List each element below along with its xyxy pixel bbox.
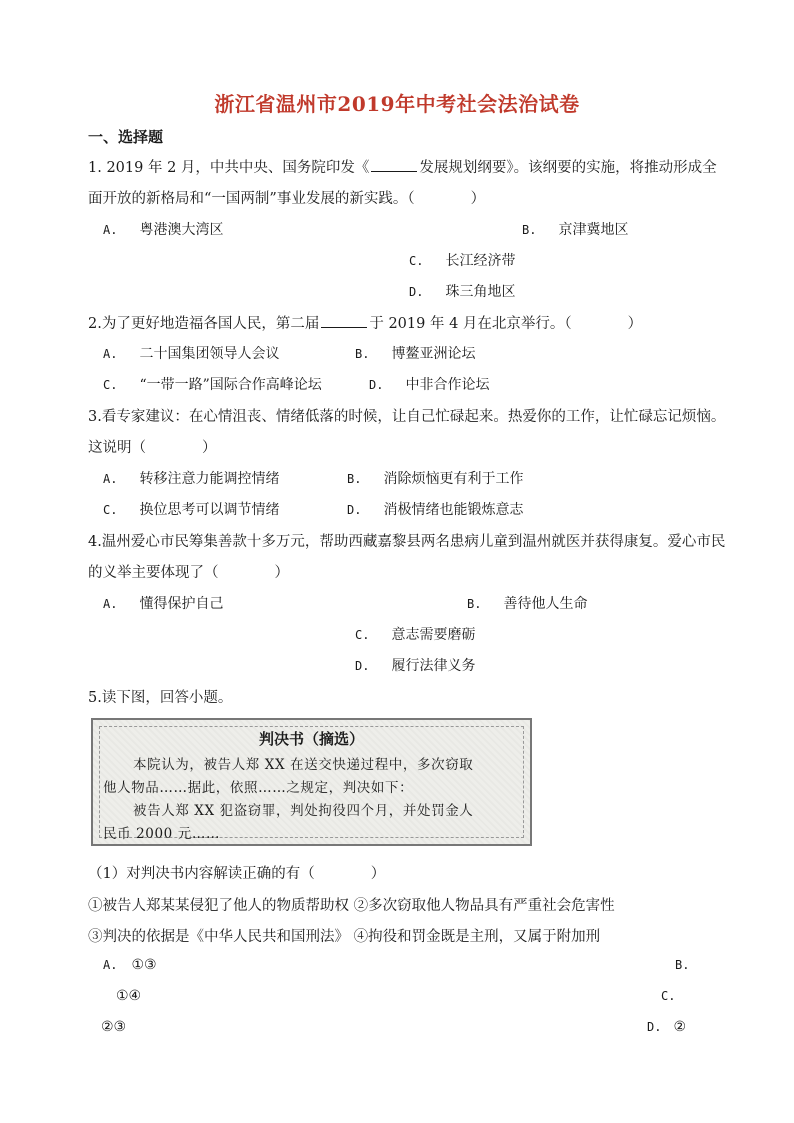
q1-text-a: 1. 2019 年 2 月，中共中央、国务院印发《	[88, 160, 370, 176]
question-3-line-2: 这说明（ ）	[88, 440, 217, 456]
q5-option-c: C.	[661, 989, 676, 1003]
q4-option-c: C. 意志需要磨砺	[355, 627, 476, 643]
answer-blank	[321, 315, 367, 328]
figure-line: 本院认为，被告人郑 XX 在送交快递过程中，多次窃取	[133, 757, 474, 773]
answer-blank	[371, 159, 417, 172]
question-4-line-2: 的义举主要体现了（ ）	[88, 565, 289, 581]
statements-line-2: ③判决的依据是《中华人民共和国刑法》 ④拘役和罚金既是主刑，又属于附加刑	[88, 929, 601, 945]
figure-line: 他人物品……据此，依照……之规定，判决如下：	[103, 780, 414, 796]
judgment-figure	[91, 718, 532, 846]
q4-option-b: B. 善待他人生命	[467, 596, 588, 612]
q2-option-b: B. 博鳌亚洲论坛	[355, 346, 476, 362]
question-4-line-1: 4.温州爱心市民筹集善款十多万元，帮助西藏嘉黎县两名患病儿童到温州就医并获得康复。爱心市民	[88, 534, 726, 550]
q2-option-a: A. 二十国集团领导人会议	[103, 346, 280, 362]
question-3-line-1: 3.看专家建议：在心情沮丧、情绪低落的时候，让自己忙碌起来。热爱你的工作，让忙碌忘记烦恼。	[88, 409, 726, 425]
q3-option-c: C. 换位思考可以调节情绪	[103, 502, 280, 518]
q4-option-a: A. 懂得保护自己	[103, 596, 224, 612]
q5-option-d: D. ②	[647, 1019, 687, 1035]
q1-paren-close: ）	[470, 191, 486, 207]
section-heading: 一、选择题	[88, 128, 164, 146]
q1-option-a: A. 粤港澳大湾区	[103, 222, 224, 238]
question-5-sub-1: （1）对判决书内容解读正确的有（ ）	[88, 866, 386, 882]
q1-text-c: 面开放的新格局和“一国两制”事业发展的新实践。（	[88, 191, 415, 207]
figure-line: 被告人郑 XX 犯盗窃罪，判处拘役四个月，并处罚金人	[133, 803, 474, 819]
q3-option-d: D. 消极情绪也能锻炼意志	[347, 502, 524, 518]
q5-option-b-text: ①④	[116, 988, 142, 1004]
q5-option-b: B.	[675, 958, 690, 972]
question-1-line-1	[88, 156, 717, 177]
figure-line: 民币 2000 元……	[103, 826, 221, 842]
document-title: 浙江省温州市2019年中考社会法治试卷	[214, 92, 580, 116]
q3-option-a: A. 转移注意力能调控情绪	[103, 471, 280, 487]
figure-title: 判决书（摘选）	[258, 730, 364, 748]
q2-option-c: C. “一带一路”国际合作高峰论坛	[103, 377, 322, 393]
statements-line-1: ①被告人郑某某侵犯了他人的物质帮助权 ②多次窃取他人物品具有严重社会危害性	[88, 898, 615, 914]
q1-option-b: B. 京津冀地区	[522, 222, 629, 238]
q1-option-c: C. 长江经济带	[409, 253, 516, 269]
question-2-line-1: 2.为了更好地造福各国人民，第二届 于 2019 年 4 月在北京举行。（ ）	[88, 316, 643, 332]
question-5-intro: 5.读下图，回答小题。	[88, 690, 233, 706]
q5-option-c-text: ②③	[101, 1019, 127, 1035]
q3-option-b: B. 消除烦恼更有利于工作	[347, 471, 524, 487]
q1-option-d: D. 珠三角地区	[409, 284, 516, 300]
question-1-line-2	[88, 187, 485, 208]
q1-text-b: 发展规划纲要》。该纲要的实施，将推动形成全	[419, 160, 717, 176]
q4-option-d: D. 履行法律义务	[355, 658, 476, 674]
q2-option-d: D. 中非合作论坛	[369, 377, 490, 393]
q5-option-a: A. ①③	[103, 957, 157, 973]
